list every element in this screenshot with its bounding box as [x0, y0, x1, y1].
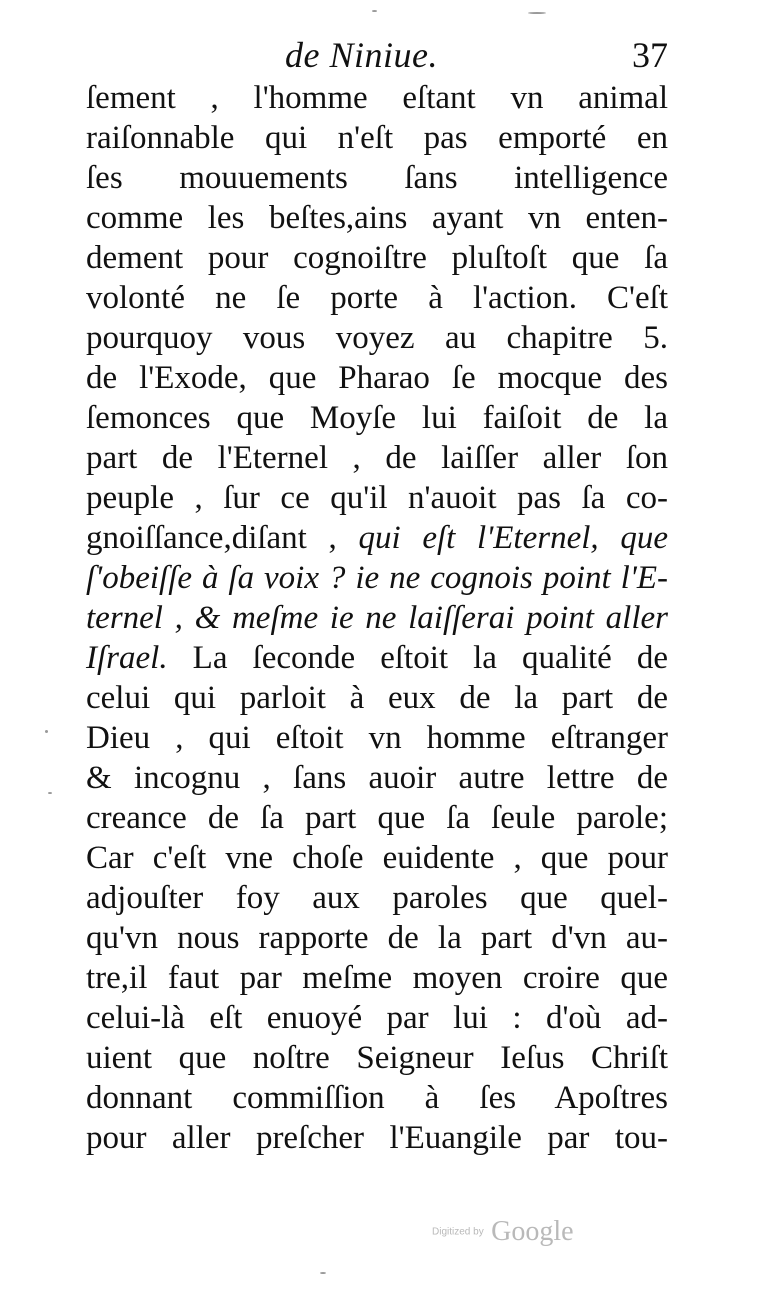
italic-text-line: ternel , & meſme ie ne laiſſerai point aller — [86, 600, 668, 636]
text-line: ſement , l'homme eſtant vn animal — [86, 80, 668, 116]
text-line: celui-là eſt enuoyé par lui : d'où ad- — [86, 1000, 668, 1036]
margin-speck — [48, 792, 52, 794]
margin-speck — [320, 1272, 326, 1274]
text-line: donnant commiſſion à ſes Apoſtres — [86, 1080, 668, 1116]
text-line: pour aller preſcher l'Euangile par tou- — [86, 1120, 668, 1156]
italic-quote-segment: qui eſt l'Eternel, que — [358, 520, 668, 556]
text-line: ſes mouuements ſans intelligence — [86, 160, 668, 196]
watermark-prefix: Digitized by — [432, 1226, 484, 1238]
margin-speck — [45, 730, 48, 733]
page-header — [88, 34, 668, 84]
margin-speck — [528, 12, 546, 14]
text-line: & incognu , ſans auoir autre lettre de — [86, 760, 668, 796]
text-line: Car c'eſt vne choſe euidente , que pour — [86, 840, 668, 876]
text-line: adjouſter foy aux paroles que quel- — [86, 880, 668, 916]
text-line: volonté ne ſe porte à l'action. C'eſt — [86, 280, 668, 316]
text-line: tre,il faut par meſme moyen croire que — [86, 960, 668, 996]
text-line: comme les beſtes,ains ayant vn enten- — [86, 200, 668, 236]
text-line: uient que noſtre Seigneur Ieſus Chriſt — [86, 1040, 668, 1076]
text-line: part de l'Eternel , de laiſſer aller ſon — [86, 440, 668, 476]
text-segment: La ſeconde eſtoit la qualité de — [192, 640, 669, 676]
body-text — [86, 78, 668, 1158]
text-line: de l'Exode, que Pharao ſe mocque des — [86, 360, 668, 396]
text-line: dement pour cognoiſtre pluſtoſt que ſa — [86, 240, 668, 276]
text-line: creance de ſa part que ſa ſeule parole; — [86, 800, 668, 836]
text-line — [86, 638, 668, 678]
text-line: peuple , ſur ce qu'il n'auoit pas ſa co- — [86, 480, 668, 516]
text-line: raiſonnable qui n'eſt pas emporté en — [86, 120, 668, 156]
running-title: de Niniue. — [285, 35, 438, 75]
text-line: ſemonces que Moyſe lui faiſoit de la — [86, 400, 668, 436]
watermark-brand: Google — [491, 1216, 574, 1247]
page-number: 37 — [632, 35, 668, 75]
text-line: celui qui parloit à eux de la part de — [86, 680, 668, 716]
text-segment: gnoiſſance,diſant , — [86, 520, 337, 556]
text-line: pourquoy vous voyez au chapitre 5. — [86, 320, 668, 356]
italic-text-line: ſ'obeiſſe à ſa voix ? ie ne cognois point l'E- — [86, 560, 668, 596]
text-line: qu'vn nous rapporte de la part d'vn au- — [86, 920, 668, 956]
margin-speck — [372, 10, 377, 12]
text-line — [86, 518, 668, 558]
italic-quote-segment: Iſrael. — [86, 640, 168, 676]
digitization-watermark — [432, 1216, 574, 1248]
text-line: Dieu , qui eſtoit vn homme eſtranger — [86, 720, 668, 756]
